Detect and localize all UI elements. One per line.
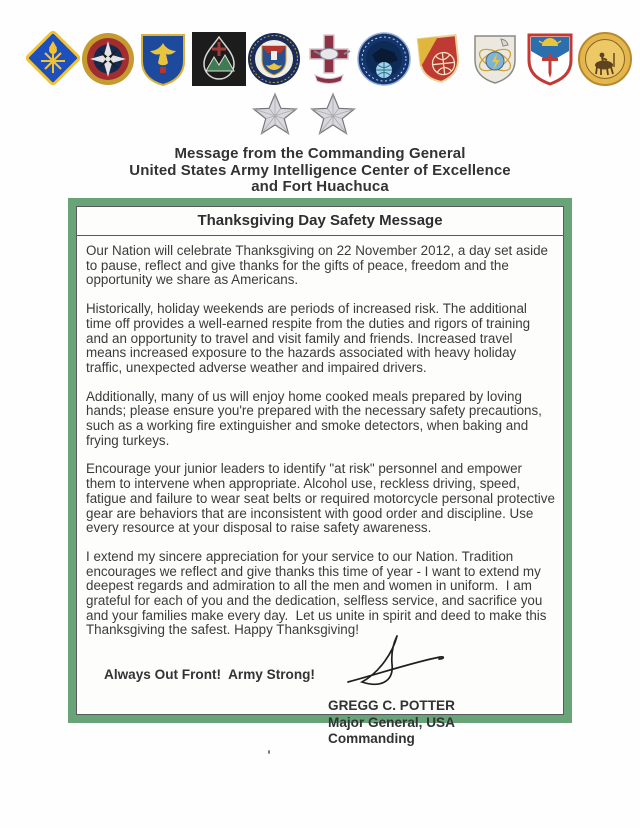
insignia-row (26, 26, 632, 92)
heading-line-1: Message from the Commanding General (174, 145, 466, 162)
aviation-eagle-shield-icon (136, 29, 190, 89)
signer-name: GREGG C. POTTER (328, 698, 455, 714)
geospatial-square-icon (192, 29, 246, 89)
message-title: Thanksgiving Day Safety Message (77, 207, 563, 236)
heading-line-2: United States Army Intelligence Center of Excellence (129, 161, 511, 179)
message-box (68, 198, 572, 747)
signature-block (328, 698, 455, 748)
combat-power-medallion-icon (81, 29, 135, 89)
proving-ground-shield-icon (468, 29, 522, 89)
signer-position: Commanding (328, 731, 415, 747)
message-body (77, 236, 563, 770)
fort-huachuca-seal-icon (578, 29, 632, 89)
heading-line-3: and Fort Huachuca (251, 178, 389, 195)
paragraph-2: Historically, holiday weekends are periods of increased risk. The additional time off provides a well-earned respite from the duties and rigors of training and an opportunity to travel and visit family and friends. Increased travel means increased exposure to the hazards associated with heavy holiday traffic, unexpected adverse weather and impaired drivers. (86, 301, 531, 375)
regimental-crest-icon (302, 29, 356, 89)
paragraph-3: Additionally, many of us will enjoy home cooked meals prepared by loving hands; please ensure you're prepared with the necessary safety precautions, such as a working fire extinguisher and smoke detectors, when baking and frying turkeys. (86, 388, 542, 448)
message-box-inner (76, 206, 564, 747)
letter-heading (0, 146, 640, 196)
signer-rank: Major General, USA (328, 714, 455, 730)
paragraph-4: Encourage your junior leaders to identify "at risk" personnel and empower them to intervene when appropriate. Alcohol use, reckless driving, speed, fatigue and failure to wear seat belts or required motorcycle personal protective gear are behaviors that are inconsistent with good order and discipline. Use every resource at your disposal to raise safety awareness. (86, 461, 555, 536)
scan-speck (268, 750, 270, 754)
signature-scrawl (334, 634, 454, 700)
information-globe-seal-icon (357, 29, 411, 89)
paragraph-5: I extend my sincere appreciation for your service to our Nation. Tradition encourages we reflect and give thanks this time of year - I want to extend my deepest regards and admiration to all the men and women in uniform. I am grateful for each of you and the dedication, selfless service, and sacrifice you and your families make every day. Let us unite in spirit and deed to make this Thanksgiving the safest. Happy Thanksgiving! (86, 548, 547, 638)
nco-academy-seal-icon (247, 29, 301, 89)
closing-row (86, 652, 555, 770)
motto-text: Always Out Front! Army Strong! (104, 667, 315, 683)
rank-star-icon (310, 92, 356, 138)
signal-globe-shield-icon (412, 29, 466, 89)
rank-stars (252, 92, 356, 138)
rank-star-icon (252, 92, 298, 138)
intelligence-center-shield-icon (523, 29, 577, 89)
paragraph-1: Our Nation will celebrate Thanksgiving on 22 November 2012, a day set aside to pause, reflect and give thanks for the gifts of peace, freedom and the opportunity we share as Americans. (86, 243, 548, 288)
army-intelligence-diamond-icon (26, 29, 80, 89)
